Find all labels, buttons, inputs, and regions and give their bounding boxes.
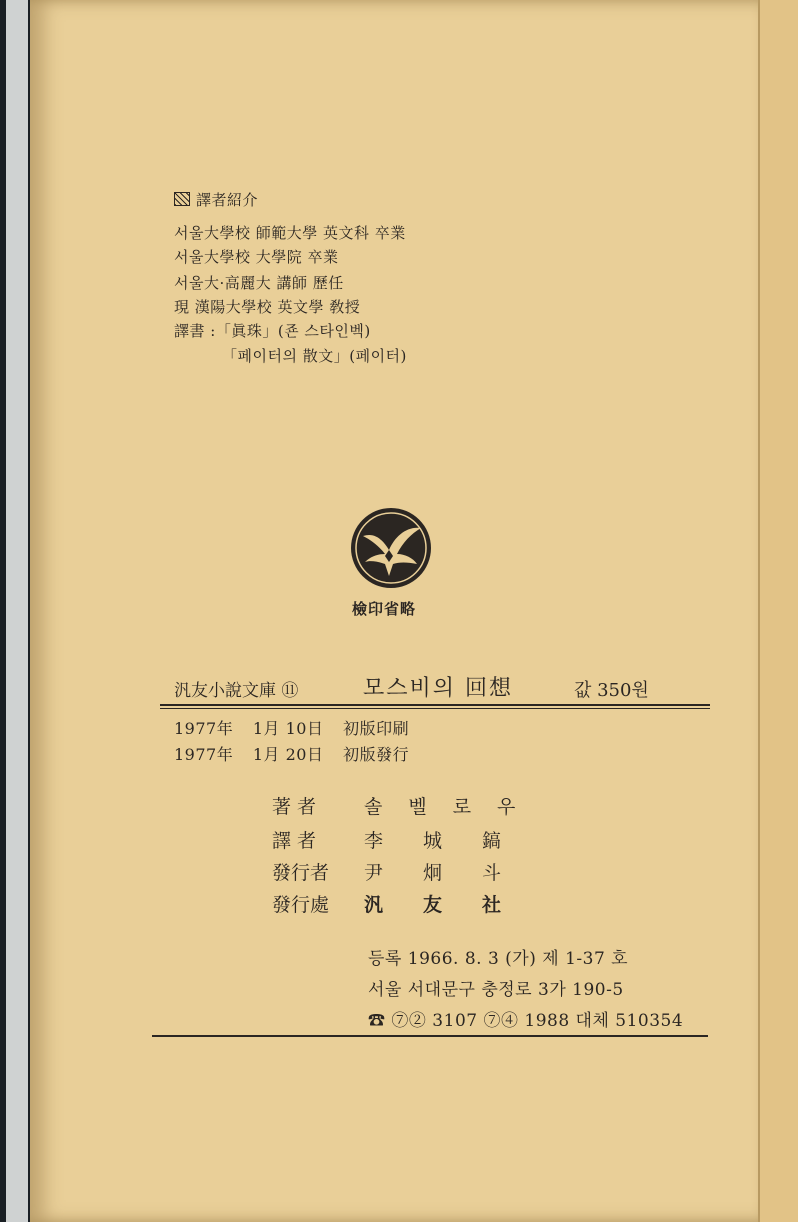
series-name: 汎友小說文庫 ⑪ — [174, 681, 299, 701]
publisher-address: 서울 서대문구 충정로 3가 190-5 — [368, 980, 624, 1000]
divider-top-inner — [160, 708, 710, 709]
staff-name: 솔벨로우 — [364, 796, 542, 818]
book-spine-edge — [6, 0, 28, 1222]
book-title: 모스비의 回想 — [363, 676, 514, 701]
seal-caption: 檢印省略 — [352, 600, 417, 618]
translator-heading-text: 譯者紹介 — [196, 191, 259, 209]
staff-role: 發行者 — [272, 862, 330, 884]
staff-name: 尹炯斗 — [364, 862, 542, 884]
registration-number: 등록 1966. 8. 3 (가) 제 1-37 호 — [368, 949, 629, 969]
translator-line: 서울大·高麗大 講師 歷任 — [174, 274, 344, 292]
translator-line: 서울大學校 大學院 卒業 — [174, 248, 339, 266]
hatched-square-icon — [174, 192, 190, 206]
eagle-emblem-icon — [349, 506, 433, 590]
date-day: 1月 20日 — [252, 745, 324, 764]
staff-role: 譯 者 — [272, 830, 317, 852]
date-year: 1977年 — [174, 719, 234, 738]
next-page-edge — [758, 0, 798, 1222]
divider-bottom — [152, 1035, 708, 1037]
publisher-phone: ☎ ⑦② 3107 ⑦④ 1988 대체 510354 — [368, 1011, 684, 1031]
date-event: 初版發行 — [343, 745, 410, 764]
staff-role: 發行處 — [272, 894, 330, 916]
print-date-row — [174, 716, 409, 739]
date-event: 初版印刷 — [343, 719, 410, 738]
staff-name: 汎友社 — [364, 894, 542, 916]
translator-heading — [174, 189, 258, 210]
staff-role: 著 者 — [272, 796, 317, 818]
translator-line: 「페이터의 散文」(페이터) — [222, 347, 407, 365]
translator-line: 譯書 :「眞珠」(죤 스타인벡) — [174, 322, 371, 340]
date-year: 1977年 — [174, 745, 234, 764]
date-day: 1月 10日 — [252, 719, 324, 738]
staff-name: 李城鎬 — [364, 830, 542, 852]
divider-top — [160, 704, 710, 706]
price: 값 350원 — [574, 680, 649, 701]
publish-date-row — [174, 742, 409, 765]
translator-line: 서울大學校 師範大學 英文科 卒業 — [174, 224, 406, 242]
translator-line: 現 漢陽大學校 英文學 敎授 — [174, 298, 361, 316]
